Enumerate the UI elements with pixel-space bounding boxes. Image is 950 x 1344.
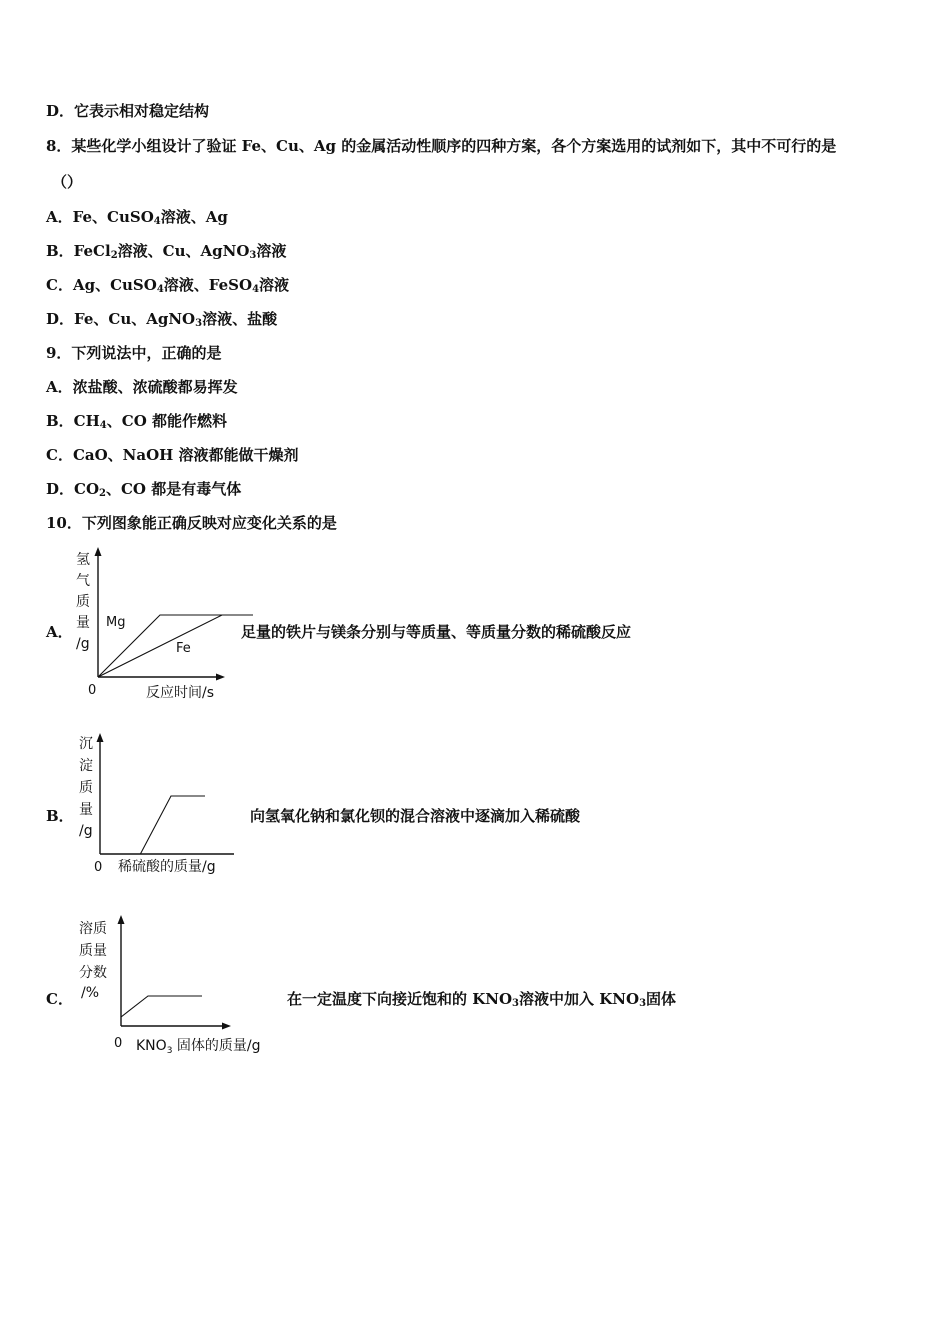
q9-option-c: C．CaO、NaOH 溶液都能做干燥剂 bbox=[46, 446, 299, 464]
q10-chart-b bbox=[74, 728, 254, 883]
chart-c-y-arrow bbox=[118, 915, 125, 924]
chart-b-ylabel-2: 淀 bbox=[79, 758, 93, 774]
q8-option-a: A．Fe、CuSO$_4$溶液、Ag bbox=[46, 208, 228, 227]
q8-option-c: C．Ag、CuSO$_4$溶液、FeSO$_4$溶液 bbox=[46, 276, 290, 295]
chart-a-ylabel-2: 气 bbox=[76, 573, 90, 589]
q8-answer-paren: （） bbox=[52, 173, 83, 191]
q9-stem: 9．下列说法中，正确的是 bbox=[46, 344, 222, 362]
chart-a-ylabel-3: 质 bbox=[76, 594, 90, 610]
q10-chart-c bbox=[76, 910, 291, 1060]
q7-option-d: D．它表示相对稳定结构 bbox=[46, 102, 210, 120]
chart-a-x-arrow bbox=[216, 674, 225, 681]
q9-option-b: B．$CH_4$、CO 都能作燃料 bbox=[46, 412, 227, 431]
q8-option-b: B．FeCl$_2$溶液、Cu、AgNO$_3$溶液 bbox=[46, 242, 287, 261]
chart-b-ylabel-5: /g bbox=[79, 823, 93, 839]
chart-a-label-fe: Fe bbox=[176, 641, 191, 656]
chart-b-origin: 0 bbox=[94, 860, 103, 875]
q10-chart-a bbox=[68, 545, 243, 705]
chart-a-ylabel-1: 氢 bbox=[76, 552, 90, 568]
q10-option-c-letter: C． bbox=[46, 990, 73, 1008]
chart-a-label-mg: Mg bbox=[106, 615, 126, 630]
chart-b-ylabel-1: 沉 bbox=[79, 736, 93, 752]
chart-c-line bbox=[121, 996, 202, 1017]
q9-option-a: A．浓盐酸、浓硫酸都易挥发 bbox=[46, 378, 238, 396]
chart-c-xlabel: $KNO_3$ 固体的质量/g bbox=[136, 1038, 261, 1056]
q10-option-c-desc: 在一定温度下向接近饱和的 $KNO_3$溶液中加入 $KNO_3$固体 bbox=[287, 990, 677, 1009]
q9-option-d: D．$CO_2$、CO 都是有毒气体 bbox=[46, 480, 242, 499]
q8-stem: 8．某些化学小组设计了验证 Fe、Cu、Ag 的金属活动性顺序的四种方案，各个方案选用的试剂如下，其中不可行的是 bbox=[46, 137, 837, 155]
chart-c-ylabel-2: 质量 bbox=[79, 943, 107, 959]
chart-a-ylabel-5: /g bbox=[76, 636, 90, 652]
q10-stem: 10．下列图象能正确反映对应变化关系的是 bbox=[46, 514, 337, 532]
q10-option-b-desc: 向氢氧化钠和氯化钡的混合溶液中逐滴加入稀硫酸 bbox=[250, 807, 581, 825]
chart-a-ylabel-4: 量 bbox=[76, 615, 90, 631]
chart-a-y-arrow bbox=[95, 547, 102, 556]
chart-c-ylabel-3: 分数 bbox=[79, 965, 107, 981]
chart-b-xlabel: 稀硫酸的质量/g bbox=[118, 859, 216, 875]
chart-c-origin: 0 bbox=[114, 1036, 123, 1051]
chart-c-x-arrow bbox=[222, 1023, 231, 1030]
chart-c-ylabel-4: /% bbox=[81, 985, 100, 1001]
q8-option-d: D．Fe、Cu、AgNO$_3$溶液、盐酸 bbox=[46, 310, 278, 329]
q10-option-a-desc: 足量的铁片与镁条分别与等质量、等质量分数的稀硫酸反应 bbox=[241, 623, 632, 641]
q10-option-b-letter: B． bbox=[46, 807, 74, 825]
chart-a-origin: 0 bbox=[88, 683, 97, 698]
chart-b-y-arrow bbox=[97, 733, 104, 742]
chart-b-line bbox=[120, 796, 205, 854]
chart-b-ylabel-3: 质 bbox=[79, 780, 93, 796]
q10-option-a-letter: A． bbox=[46, 623, 73, 641]
chart-a-xlabel: 反应时间/s bbox=[146, 685, 215, 701]
chart-c-ylabel-1: 溶质 bbox=[79, 921, 107, 937]
chart-b-ylabel-4: 量 bbox=[79, 802, 93, 818]
